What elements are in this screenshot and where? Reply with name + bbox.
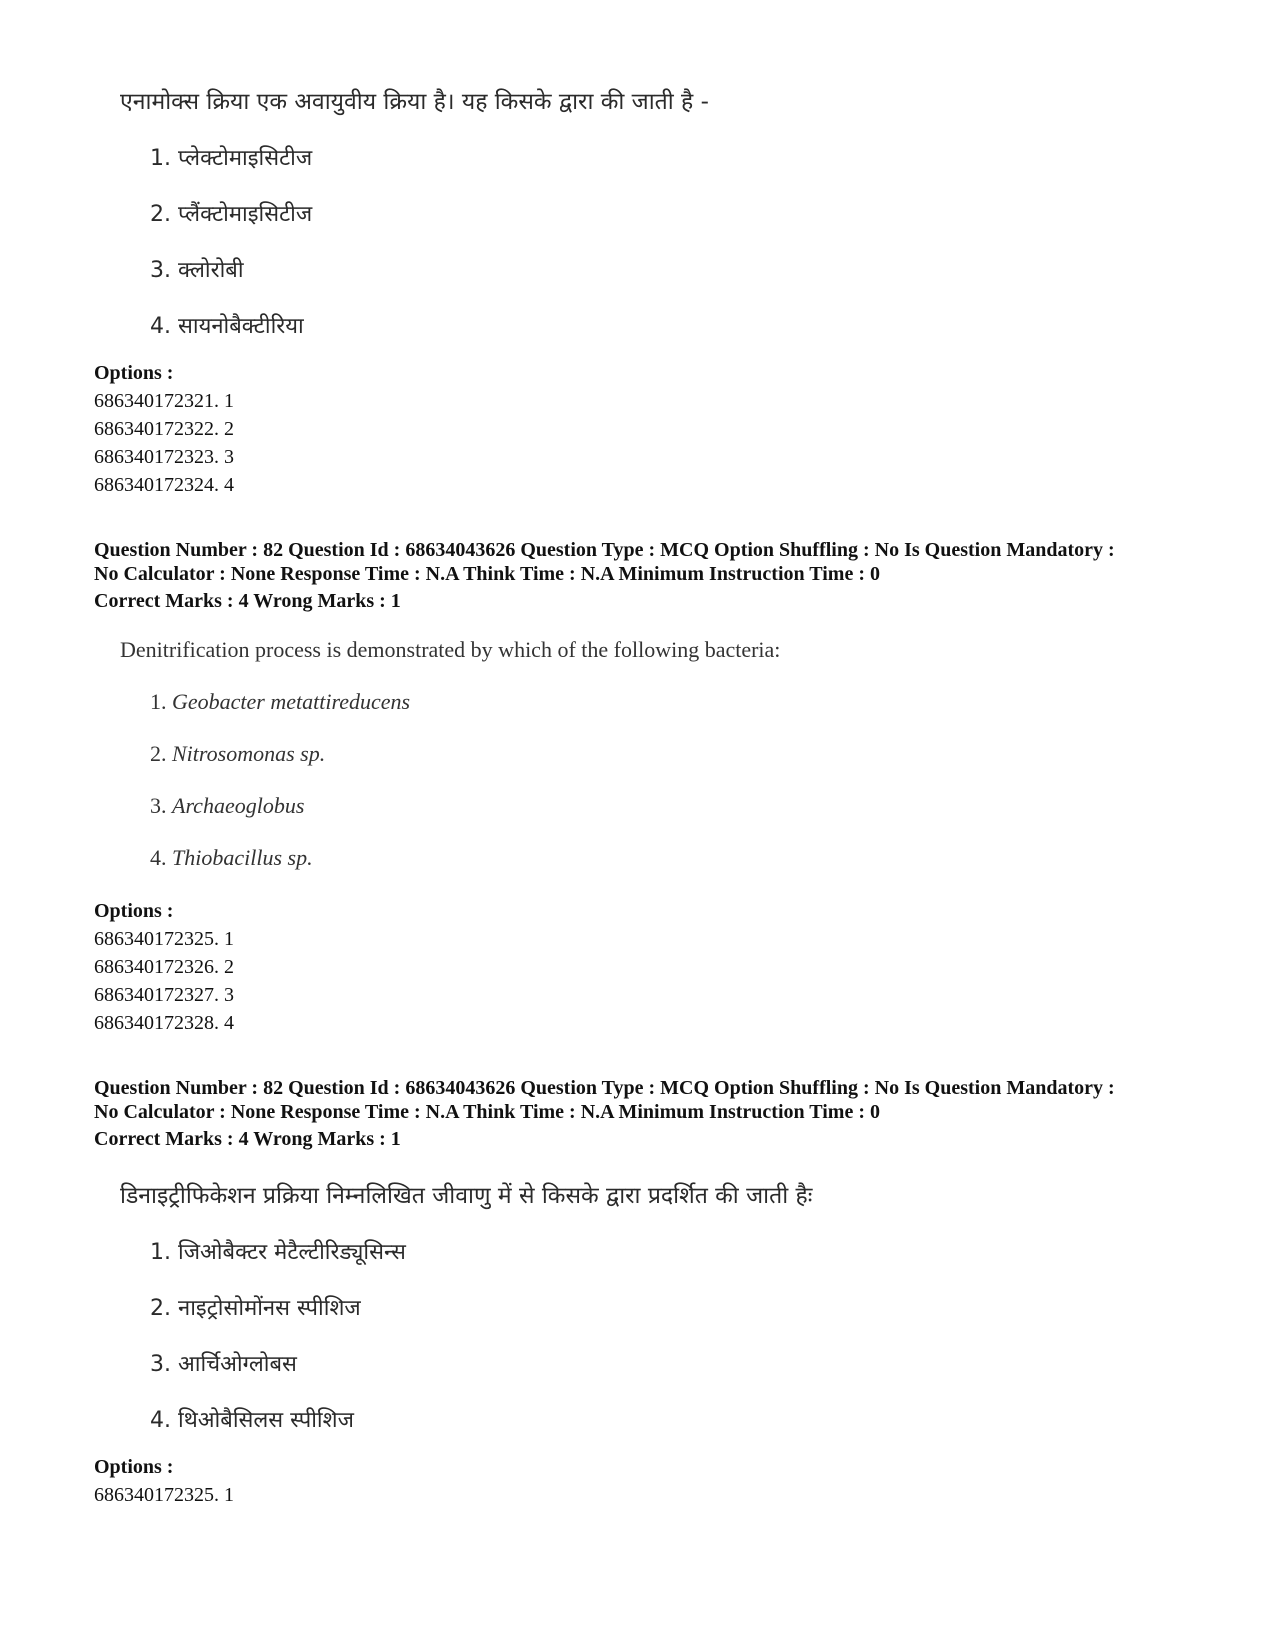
choice-number: 3. — [150, 1352, 171, 1377]
choice-item — [150, 1292, 361, 1322]
choice-item — [150, 1236, 406, 1266]
question-text-hindi: डिनाइट्रीफिकेशन प्रक्रिया निम्नलिखित जीवाणु में से किसके द्वारा प्रदर्शित की जाती हैः — [120, 1183, 813, 1209]
choice-number: 3. — [150, 258, 171, 283]
choice-item — [150, 741, 325, 767]
option-line: 686340172323. 3 — [94, 446, 234, 468]
option-line: 686340172321. 1 — [94, 390, 234, 412]
options-label: Options : — [94, 1456, 174, 1478]
choice-text: क्लोरोबी — [178, 258, 244, 283]
choice-number: 3. — [150, 793, 167, 818]
choice-item — [150, 142, 312, 172]
choice-item — [150, 793, 304, 819]
choice-item — [150, 845, 313, 871]
options-label: Options : — [94, 900, 174, 922]
choice-text: नाइट्रोसोमोंनस स्पीशिज — [178, 1296, 361, 1321]
choice-text: सायनोबैक्टीरिया — [178, 314, 304, 339]
choice-item — [150, 254, 244, 284]
choice-number: 2. — [150, 202, 171, 227]
option-line: 686340172327. 3 — [94, 984, 234, 1006]
question-text-hindi: एनामोक्स क्रिया एक अवायुवीय क्रिया है। यह किसके द्वारा की जाती है - — [120, 89, 709, 115]
choice-number: 1. — [150, 146, 171, 171]
choice-text: प्लेक्टोमाइसिटीज — [178, 146, 313, 171]
choice-text: थिओबैसिलस स्पीशिज — [178, 1408, 354, 1433]
option-line: 686340172326. 2 — [94, 956, 234, 978]
option-line: 686340172322. 2 — [94, 418, 234, 440]
choice-number: 1. — [150, 689, 167, 714]
choice-item — [150, 689, 410, 715]
choice-number: 4. — [150, 1408, 171, 1433]
choice-number: 2. — [150, 1296, 171, 1321]
marks-line: Correct Marks : 4 Wrong Marks : 1 — [94, 1128, 401, 1150]
option-line: 686340172328. 4 — [94, 1012, 234, 1034]
choice-item — [150, 198, 312, 228]
question-meta-line: No Calculator : None Response Time : N.A Think Time : N.A Minimum Instruction Time : 0 — [94, 563, 880, 585]
choice-item — [150, 1404, 354, 1434]
choice-text: जिओबैक्टर मेटैल्टीरिड्यूसिन्स — [178, 1240, 406, 1265]
question-meta-line: Question Number : 82 Question Id : 68634043626 Question Type : MCQ Option Shuffling : No Is Question Mandatory : — [94, 539, 1115, 561]
option-line: 686340172325. 1 — [94, 1484, 234, 1506]
question-meta-line: No Calculator : None Response Time : N.A Think Time : N.A Minimum Instruction Time : 0 — [94, 1101, 880, 1123]
choice-text: Archaeoglobus — [172, 793, 305, 818]
question-meta-line: Question Number : 82 Question Id : 68634043626 Question Type : MCQ Option Shuffling : No Is Question Mandatory : — [94, 1077, 1115, 1099]
options-label: Options : — [94, 362, 174, 384]
choice-text: आर्चिओग्लोबस — [178, 1352, 297, 1377]
question-meta — [94, 538, 1214, 586]
choice-item — [150, 310, 304, 340]
choice-text: Geobacter metattireducens — [172, 689, 411, 714]
choice-text: Nitrosomonas sp. — [172, 741, 326, 766]
choice-item — [150, 1348, 297, 1378]
marks-line: Correct Marks : 4 Wrong Marks : 1 — [94, 590, 401, 612]
choice-text: Thiobacillus sp. — [172, 845, 313, 870]
question-meta — [94, 1076, 1214, 1124]
choice-number: 4. — [150, 845, 167, 870]
option-line: 686340172325. 1 — [94, 928, 234, 950]
option-line: 686340172324. 4 — [94, 474, 234, 496]
choice-number: 1. — [150, 1240, 171, 1265]
choice-number: 2. — [150, 741, 167, 766]
question-text-english: Denitrification process is demonstrated by which of the following bacteria: — [120, 637, 781, 662]
choice-number: 4. — [150, 314, 171, 339]
choice-text: प्लैंक्टोमाइसिटीज — [178, 202, 313, 227]
